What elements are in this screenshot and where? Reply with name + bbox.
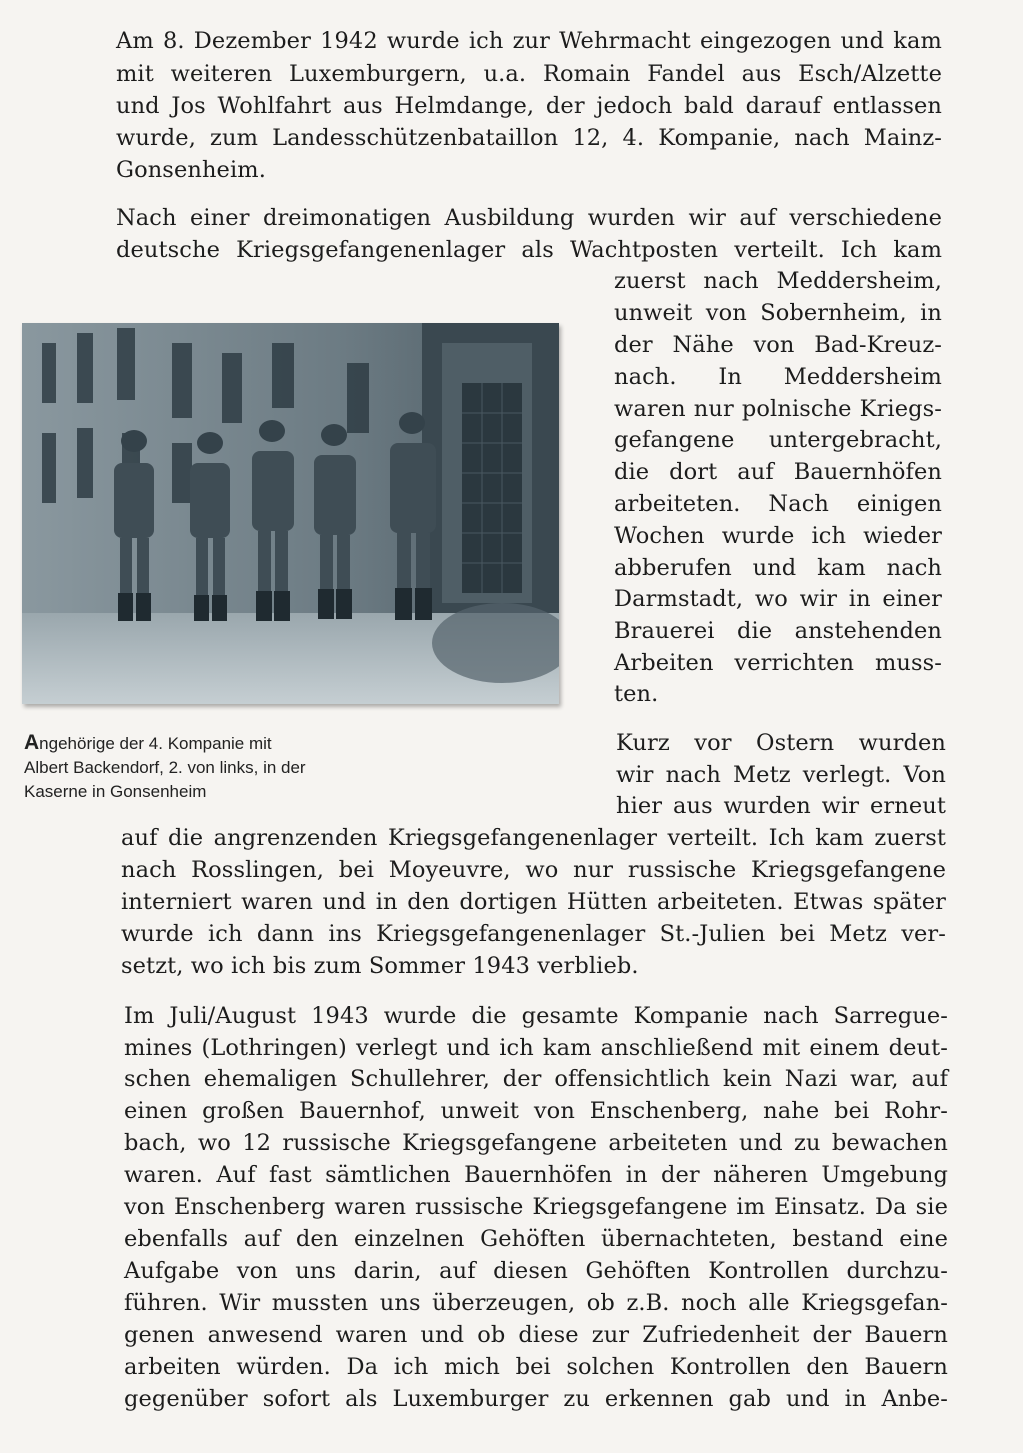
text-line: Im Juli/August 1943 wurde die gesamte Kompanie nach Sarregue-: [124, 1003, 948, 1029]
text-line: unweit von Sobernheim, in: [614, 300, 942, 326]
text-line: waren. Auf fast sämtlichen Bauernhöfen in der näheren Umgebung: [124, 1162, 948, 1188]
text-line: Aufgabe von uns darin, auf diesen Gehöften Kontrollen durchzu-: [124, 1258, 948, 1284]
text-line: arbeiten würden. Da ich mich bei solchen Kontrollen den Bauern: [124, 1354, 948, 1380]
caption-line: Kaserne in Gonsenheim: [24, 782, 207, 801]
text-line: arbeiteten. Nach einigen: [614, 491, 942, 517]
text-line: zuerst nach Meddersheim,: [614, 268, 942, 294]
text-line: und Jos Wohlfahrt aus Helmdange, der jedoch bald darauf entlassen: [116, 93, 942, 119]
text-line: Arbeiten verrichten muss-: [614, 650, 942, 676]
text-line: ten.: [614, 681, 659, 707]
text-line: gegenüber sofort als Luxemburger zu erkennen gab und in Anbe-: [124, 1386, 948, 1412]
text-line: führen. Wir mussten uns überzeugen, ob z.B. noch alle Kriegsgefan-: [124, 1290, 948, 1316]
text-line: einen großen Bauernhof, unweit von Enschenberg, nahe bei Rohr-: [124, 1098, 948, 1124]
text-line: gefangene untergebracht,: [614, 427, 942, 453]
text-line: die dort auf Bauernhöfen: [614, 459, 942, 485]
text-line: setzt, wo ich bis zum Sommer 1943 verblieb.: [121, 953, 639, 979]
text-line: genen anwesend waren und ob diese zur Zufriedenheit der Bauern: [124, 1322, 948, 1348]
photo-caption: [24, 731, 344, 804]
text-line: abberufen und kam nach: [614, 555, 942, 581]
text-line: Wochen wurde ich wieder: [614, 523, 942, 549]
text-line: Gonsenheim.: [116, 157, 266, 183]
text-line: der Nähe von Bad-Kreuz-: [614, 332, 942, 358]
text-line: bach, wo 12 russische Kriegsgefangene arbeiteten und zu bewachen: [124, 1130, 948, 1156]
text-line: von Enschenberg waren russische Kriegsgefangene im Einsatz. Da sie: [124, 1194, 948, 1220]
caption-initial: A: [24, 731, 40, 754]
text-line: nach Rosslingen, bei Moyeuvre, wo nur russische Kriegsgefangene: [121, 857, 946, 883]
text-line: wir nach Metz verlegt. Von: [616, 762, 946, 788]
text-line: deutsche Kriegsgefangenenlager als Wachtposten verteilt. Ich kam: [116, 237, 942, 263]
photo-soldiers: [22, 323, 559, 704]
text-line: Am 8. Dezember 1942 wurde ich zur Wehrmacht eingezogen und kam: [116, 28, 942, 54]
text-line: Brauerei die anstehenden: [614, 618, 942, 644]
text-line: mines (Lothringen) verlegt und ich kam anschließend mit einem deut-: [124, 1035, 948, 1061]
caption-line: [24, 731, 344, 756]
text-line: ebenfalls auf den einzelnen Gehöften übernachteten, bestand eine: [124, 1226, 948, 1252]
caption-text: ngehörige der 4. Kompanie mit: [39, 734, 272, 753]
text-line: wurde, zum Landesschützenbataillon 12, 4. Kompanie, nach Mainz-: [116, 125, 942, 151]
text-line: wurde ich dann ins Kriegsgefangenenlager St.-Julien bei Metz ver-: [121, 921, 946, 947]
text-line: Kurz vor Ostern wurden: [616, 730, 946, 756]
text-line: hier aus wurden wir erneut: [616, 793, 946, 819]
text-line: Nach einer dreimonatigen Ausbildung wurden wir auf verschiedene: [116, 205, 942, 231]
text-line: nach. In Meddersheim: [614, 364, 942, 390]
text-line: Darmstadt, wo wir in einer: [614, 586, 942, 612]
text-line: schen ehemaligen Schullehrer, der offensichtlich kein Nazi war, auf: [124, 1066, 948, 1092]
text-line: waren nur polnische Kriegs-: [614, 396, 942, 422]
text-line: mit weiteren Luxemburgern, u.a. Romain Fandel aus Esch/Alzette: [116, 61, 942, 87]
caption-line: Albert Backendorf, 2. von links, in der: [24, 758, 306, 777]
text-line: interniert waren und in den dortigen Hütten arbeiteten. Etwas später: [121, 889, 946, 915]
text-line: auf die angrenzenden Kriegsgefangenenlager verteilt. Ich kam zuerst: [121, 825, 946, 851]
